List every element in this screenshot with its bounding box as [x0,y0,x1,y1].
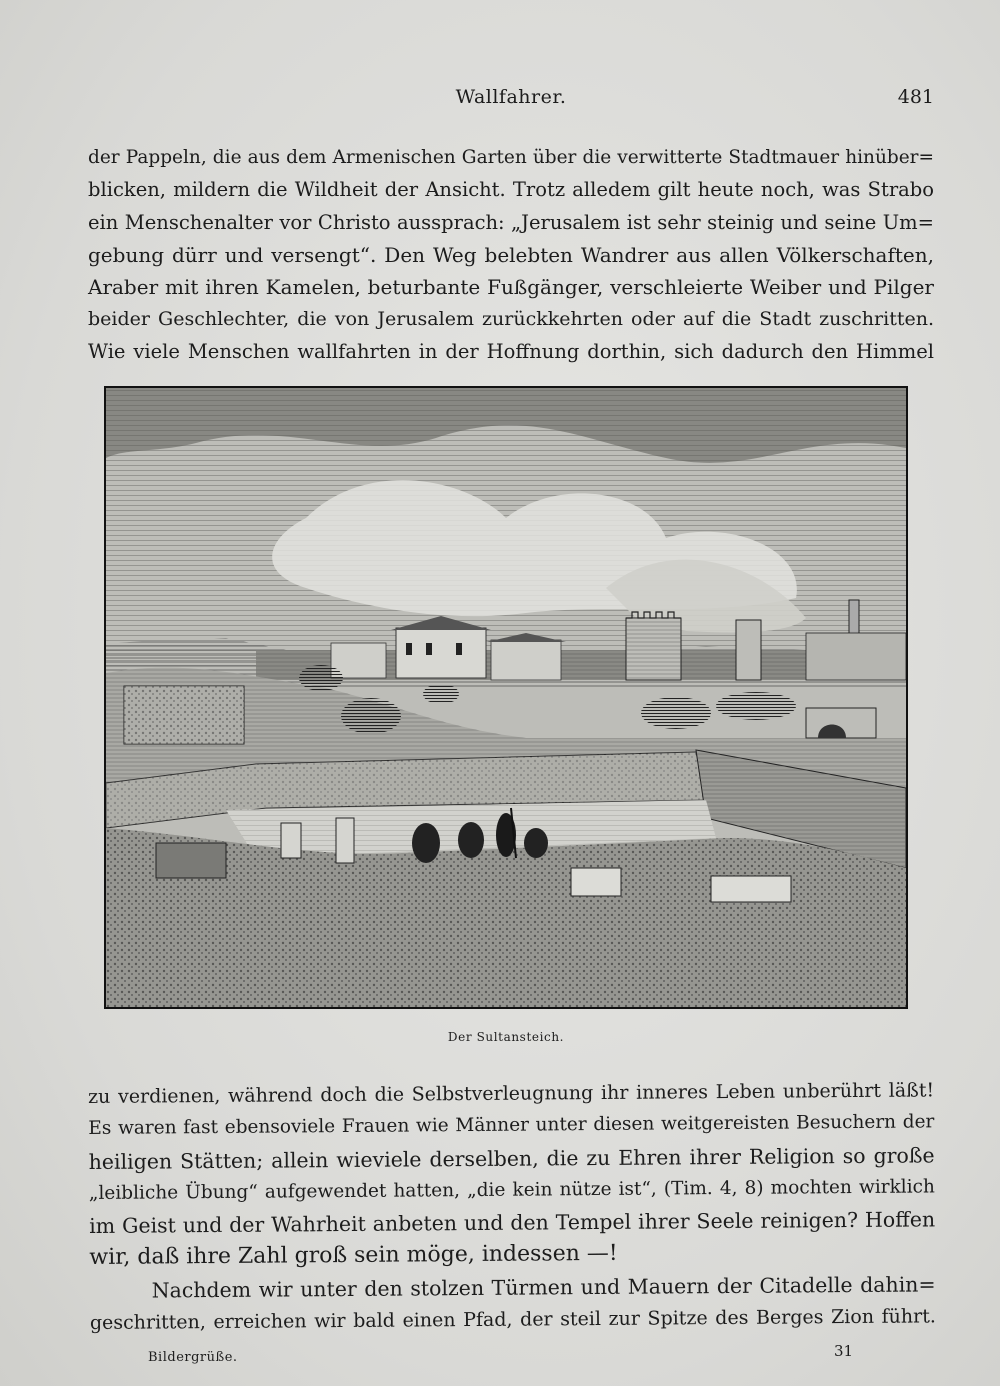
text-line: Araber mit ihren Kamelen, beturbante Fußgänger, verschleierte Weiber und Pilger [88,275,934,300]
paragraph-bottom [88,1074,936,1339]
text-line: geschritten, erreichen wir bald einen Pfad, der steil zur Spitze des Berges Zion führt. [89,1305,936,1335]
text-line: „leibliche Übung“ aufgewendet hatten, „die kein nütze ist“, (Tim. 4, 8) mochten wirklich [88,1176,935,1204]
arch-bridge [806,708,876,738]
text-line: im Geist und der Wahrheit anbeten und den Tempel ihrer Seele reinigen? Hoffen [89,1207,936,1239]
sheet-number: 31 [834,1342,854,1360]
text-line: der Pappeln, die aus dem Armenischen Garten über die verwitterte Stadtmauer hinüber= [88,147,934,168]
engraving-illustration [106,388,906,1007]
text-line: wir, daß ihre Zahl groß sein möge, indessen —! [89,1241,618,1271]
text-line: beider Geschlechter, die von Jerusalem zurückkehrten oder auf die Stadt zuschritten. [88,308,934,331]
running-title: Wallfahrer. [455,86,567,108]
text-line: gebung dürr und versengt“. Den Weg belebten Wandrer aus allen Völkerschaften, [88,242,934,267]
text-line: zu verdienen, während doch die Selbstverleugnung ihr inneres Leben unberührt läßt! [88,1079,935,1108]
engraving-sultan-pool [104,386,908,1009]
text-line: Nachdem wir unter den stolzen Türmen und Mauern der Citadelle dahin= [151,1272,936,1303]
signature-mark: Bildergrüße. [148,1350,238,1365]
text-line: Es waren fast ebensoviele Frauen wie Männer unter diesen weitgereisten Besuchern der [88,1111,935,1140]
text-line: blicken, mildern die Wildheit der Ansicht. Trotz alledem gilt heute noch, was Strabo [88,178,934,202]
figure-caption: Der Sultansteich. [447,1030,565,1044]
text-line: ein Menschenalter vor Christo aussprach: „Jerusalem ist sehr steinig und seine Um= [88,210,934,234]
text-line: heiligen Stätten; allein wieviele derselben, die zu Ehren ihrer Religion so große [88,1142,935,1174]
ruin-left [124,686,244,744]
page-number: 481 [897,86,934,108]
paragraph-top [88,142,934,368]
text-line: Wie viele Menschen wallfahrten in der Hoffnung dorthin, sich dadurch den Himmel [88,339,934,363]
running-head [88,86,934,116]
